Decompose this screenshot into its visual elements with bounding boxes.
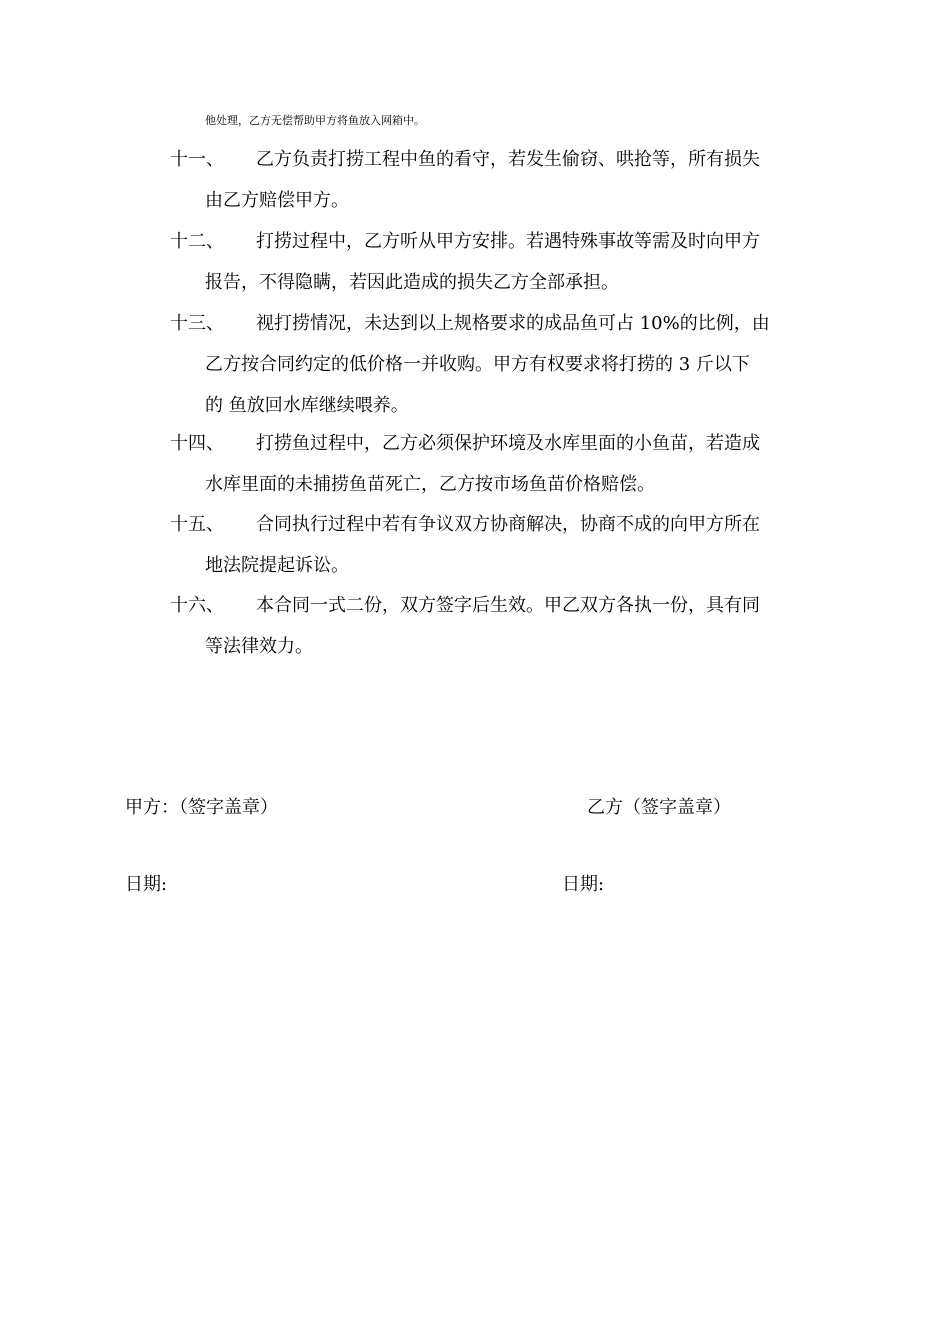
clause-text-line2: 乙方按合同约定的低价格一并收购。甲方有权要求将打捞的 3 斤以下 bbox=[205, 354, 750, 375]
clause-text-line1: 视打捞情况，未达到以上规格要求的成品鱼可占 10%的比例，由 bbox=[256, 313, 770, 334]
clause-13 bbox=[170, 313, 830, 417]
clause-text-line1: 打捞过程中，乙方听从甲方安排。若遇特殊事故等需及时向甲方 bbox=[256, 231, 760, 252]
clause-text-line2: 等法律效力。 bbox=[205, 636, 313, 657]
clause-first-line bbox=[170, 149, 830, 171]
clause-text-line2: 地法院提起诉讼。 bbox=[205, 555, 349, 576]
clause-number: 十二、 bbox=[170, 231, 224, 252]
clause-text-line3: 的 鱼放回水库继续喂养。 bbox=[205, 395, 409, 416]
clause-text-line2: 报告，不得隐瞒，若因此造成的损失乙方全部承担。 bbox=[205, 272, 619, 293]
clause-number: 十三、 bbox=[170, 313, 224, 334]
clause-11 bbox=[170, 149, 830, 212]
clause-15 bbox=[170, 514, 830, 577]
party-b-date-label: 日期: bbox=[562, 874, 605, 895]
clause-text-line1: 合同执行过程中若有争议双方协商解决，协商不成的向甲方所在 bbox=[256, 514, 760, 535]
party-a-date-label: 日期: bbox=[125, 874, 168, 895]
clause-text-line2: 水库里面的未捕捞鱼苗死亡，乙方按市场鱼苗价格赔偿。 bbox=[205, 474, 655, 495]
clause-number: 十五、 bbox=[170, 514, 224, 535]
clause-first-line bbox=[170, 514, 830, 536]
clause-14 bbox=[170, 433, 830, 496]
clause-text-line1: 打捞鱼过程中，乙方必须保护环境及水库里面的小鱼苗，若造成 bbox=[256, 433, 760, 454]
party-a-signature-label: 甲方：（签字盖章） bbox=[125, 797, 278, 818]
party-b-signature-label: 乙方（签字盖章） bbox=[587, 797, 731, 818]
clause-first-line bbox=[170, 433, 830, 455]
clause-first-line bbox=[170, 231, 830, 253]
clause-text-line1: 本合同一式二份，双方签字后生效。甲乙双方各执一份，具有同 bbox=[256, 595, 760, 616]
clause-text-line2: 由乙方赔偿甲方。 bbox=[205, 190, 349, 211]
carryover-text: 他处理，乙方无偿帮助甲方将鱼放入网箱中。 bbox=[205, 114, 425, 127]
clause-number: 十六、 bbox=[170, 595, 224, 616]
clause-number: 十四、 bbox=[170, 433, 224, 454]
clause-number: 十一、 bbox=[170, 149, 224, 170]
clause-16 bbox=[170, 595, 830, 658]
clause-text-line1: 乙方负责打捞工程中鱼的看守，若发生偷窃、哄抢等，所有损失 bbox=[256, 149, 760, 170]
clause-12 bbox=[170, 231, 830, 294]
clause-first-line bbox=[170, 595, 830, 617]
clause-first-line bbox=[170, 313, 830, 335]
